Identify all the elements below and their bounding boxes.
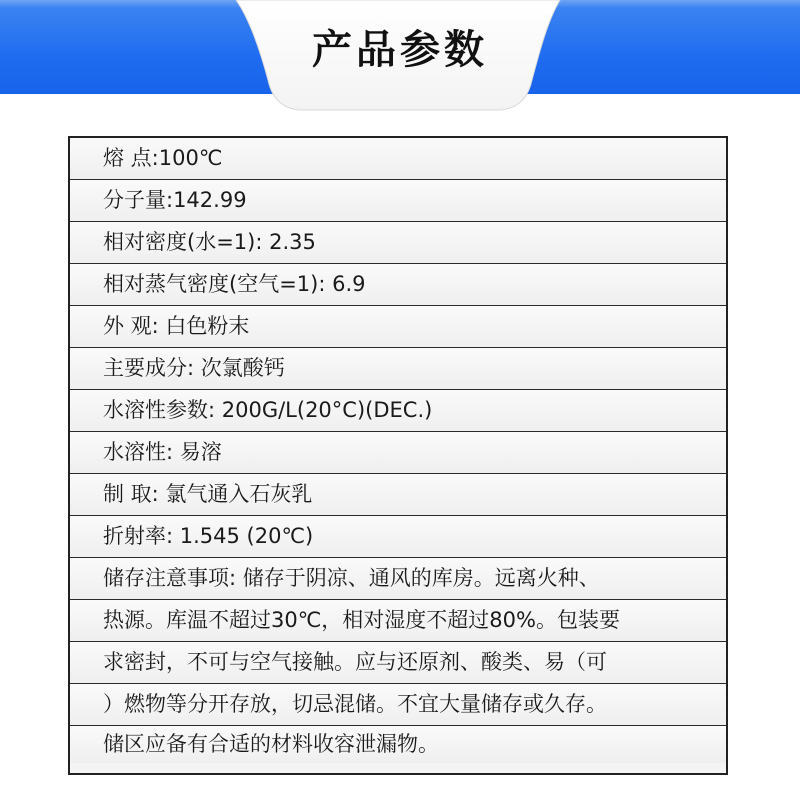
spec-row-storage-3 — [70, 642, 726, 684]
spec-text: 求密封，不可与空气接触。应与还原剂、酸类、易（可 — [103, 650, 607, 674]
spec-text: 相对蒸气密度(空气=1): 6.9 — [103, 272, 366, 296]
spec-text: 储存注意事项: 储存于阴凉、通风的库房。远离火种、 — [103, 566, 600, 590]
spec-text: 储区应备有合适的材料收容泄漏物。 — [103, 732, 439, 756]
spec-text: 热源。库温不超过30℃，相对湿度不超过80%。包装要 — [103, 608, 620, 632]
spec-text: 水溶性: 易溶 — [103, 440, 222, 464]
spec-text: 制 取: 氯气通入石灰乳 — [103, 482, 313, 506]
spec-table — [68, 136, 728, 775]
spec-row-storage-1 — [70, 558, 726, 600]
spec-text: 熔 点:100℃ — [103, 146, 223, 170]
spec-row-molecular-weight — [70, 180, 726, 222]
spec-text: 外 观: 白色粉末 — [103, 314, 250, 338]
spec-row-relative-density — [70, 222, 726, 264]
spec-row-vapor-density — [70, 264, 726, 306]
spec-row-refractive-index — [70, 516, 726, 558]
spec-text: 相对密度(水=1): 2.35 — [103, 230, 316, 254]
spec-text: ）燃物等分开存放，切忌混储。不宜大量储存或久存。 — [103, 692, 607, 716]
spec-text: 主要成分: 次氯酸钙 — [103, 356, 285, 380]
spec-row-storage-4 — [70, 684, 726, 726]
spec-row-solubility-param — [70, 390, 726, 432]
spec-text: 水溶性参数: 200G/L(20°C)(DEC.) — [103, 398, 433, 422]
spec-row-storage-5 — [70, 726, 726, 763]
spec-row-solubility — [70, 432, 726, 474]
spec-row-storage-2 — [70, 600, 726, 642]
spec-text: 分子量:142.99 — [103, 188, 247, 212]
spec-row-main-component — [70, 348, 726, 390]
spec-row-preparation — [70, 474, 726, 516]
spec-row-melting-point — [70, 138, 726, 180]
page-title: 产品参数 — [312, 27, 488, 73]
spec-text: 折射率: 1.545 (20℃) — [103, 524, 314, 548]
spec-row-appearance — [70, 306, 726, 348]
